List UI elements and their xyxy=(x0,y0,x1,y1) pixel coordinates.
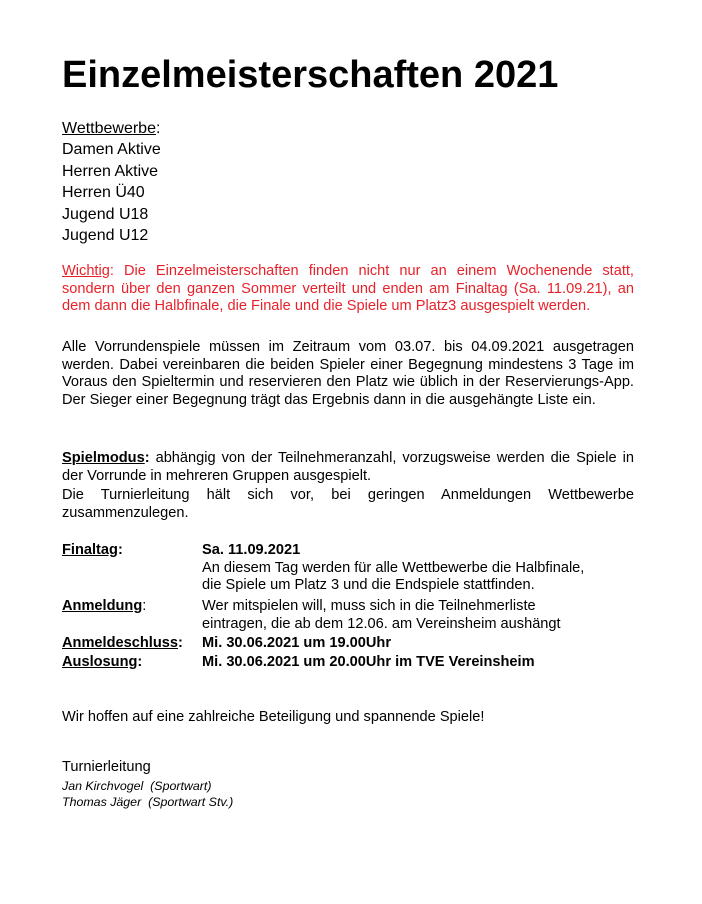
deadline-label: Anmeldeschluss xyxy=(62,635,178,651)
important-label: Wichtig xyxy=(62,263,110,279)
game-mode-paragraph xyxy=(62,450,634,485)
final-day-label-row xyxy=(62,542,123,560)
registration-line: eintragen, die ab dem 12.06. am Vereinsheim aushängt xyxy=(202,615,561,632)
deadline-label-row xyxy=(62,635,183,653)
final-day-colon: : xyxy=(117,542,123,558)
signature-name: Jan Kirchvogel xyxy=(62,779,144,793)
prelim-paragraph: Alle Vorrundenspiele müssen im Zeitraum vom 03.07. bis 04.09.2021 ausgetragen werden. Dabei vereinbaren die beiden Spieler einer Begegnung mindestens 3 Tage im Voraus den Spieltermin und reservieren den Platz wie üblich in der Reservierungs-App. Der Sieger einer Begegnung trägt das Ergebnis dann in die ausgehängte Liste ein. xyxy=(62,339,634,408)
competitions-label: Wettbewerbe xyxy=(62,120,156,137)
competition-item: Jugend U12 xyxy=(62,227,149,245)
final-day-value xyxy=(202,542,634,595)
signature-person xyxy=(62,778,211,794)
draw-label: Auslosung xyxy=(62,654,138,670)
final-day-date: Sa. 11.09.2021 xyxy=(202,542,301,558)
signature-role: (Sportwart Stv.) xyxy=(148,795,234,809)
signature-heading: Turnierleitung xyxy=(62,759,151,775)
competition-item: Herren Ü40 xyxy=(62,184,145,202)
page-title: Einzelmeisterschaften 2021 xyxy=(62,54,559,96)
final-day-label: Finaltag xyxy=(62,542,118,558)
competition-item: Herren Aktive xyxy=(62,162,159,180)
registration-label-row xyxy=(62,598,146,616)
registration-label: Anmeldung xyxy=(62,598,143,614)
competitions-colon: : xyxy=(155,120,161,137)
signature-person xyxy=(62,794,233,810)
competition-item: Jugend U18 xyxy=(62,205,149,223)
registration-colon: : xyxy=(142,598,147,614)
important-notice xyxy=(62,263,634,316)
closing-sentence: Wir hoffen auf eine zahlreiche Beteiligung und spannende Spiele! xyxy=(62,709,485,725)
game-mode-label: Spielmodus xyxy=(62,450,145,466)
final-day-line: An diesem Tag werden für alle Wettbewerbe die Halbfinale, xyxy=(202,559,585,576)
final-day-line: die Spiele um Platz 3 und die Endspiele stattfinden. xyxy=(202,577,535,593)
game-mode-text: abhängig von der Teilnehmeranzahl, vorzugsweise werden die Spiele in der Vorrunde in mehreren Gruppen ausgespielt. xyxy=(62,450,634,484)
draw-colon: : xyxy=(137,654,143,670)
important-text: : Die Einzelmeisterschaften finden nicht nur an einem Wochenende statt, sondern über den ganzen Sommer verteilt und enden am Finaltag (Sa. 11.09.21), an dem dann die Halbfinale, die Finale und die Spiele um Platz3 ausgespielt werden. xyxy=(62,263,634,314)
competitions-heading xyxy=(62,118,161,139)
deadline-colon: : xyxy=(177,635,183,651)
draw-value: Mi. 30.06.2021 um 20.00Uhr im TVE Vereinsheim xyxy=(202,654,535,670)
game-mode-colon: : xyxy=(144,450,150,466)
competition-item: Damen Aktive xyxy=(62,141,161,159)
registration-value xyxy=(202,598,634,633)
registration-line: Wer mitspielen will, muss sich in die Teilnehmerliste xyxy=(202,598,536,614)
competitions-list xyxy=(62,118,161,246)
draw-label-row xyxy=(62,654,142,672)
deadline-value: Mi. 30.06.2021 um 19.00Uhr xyxy=(202,635,392,651)
game-mode-note: Die Turnierleitung hält sich vor, bei geringen Anmeldungen Wettbewerbe zusammenzulegen. xyxy=(62,487,634,521)
signature-role: (Sportwart) xyxy=(150,779,212,793)
signature-name: Thomas Jäger xyxy=(62,795,142,809)
